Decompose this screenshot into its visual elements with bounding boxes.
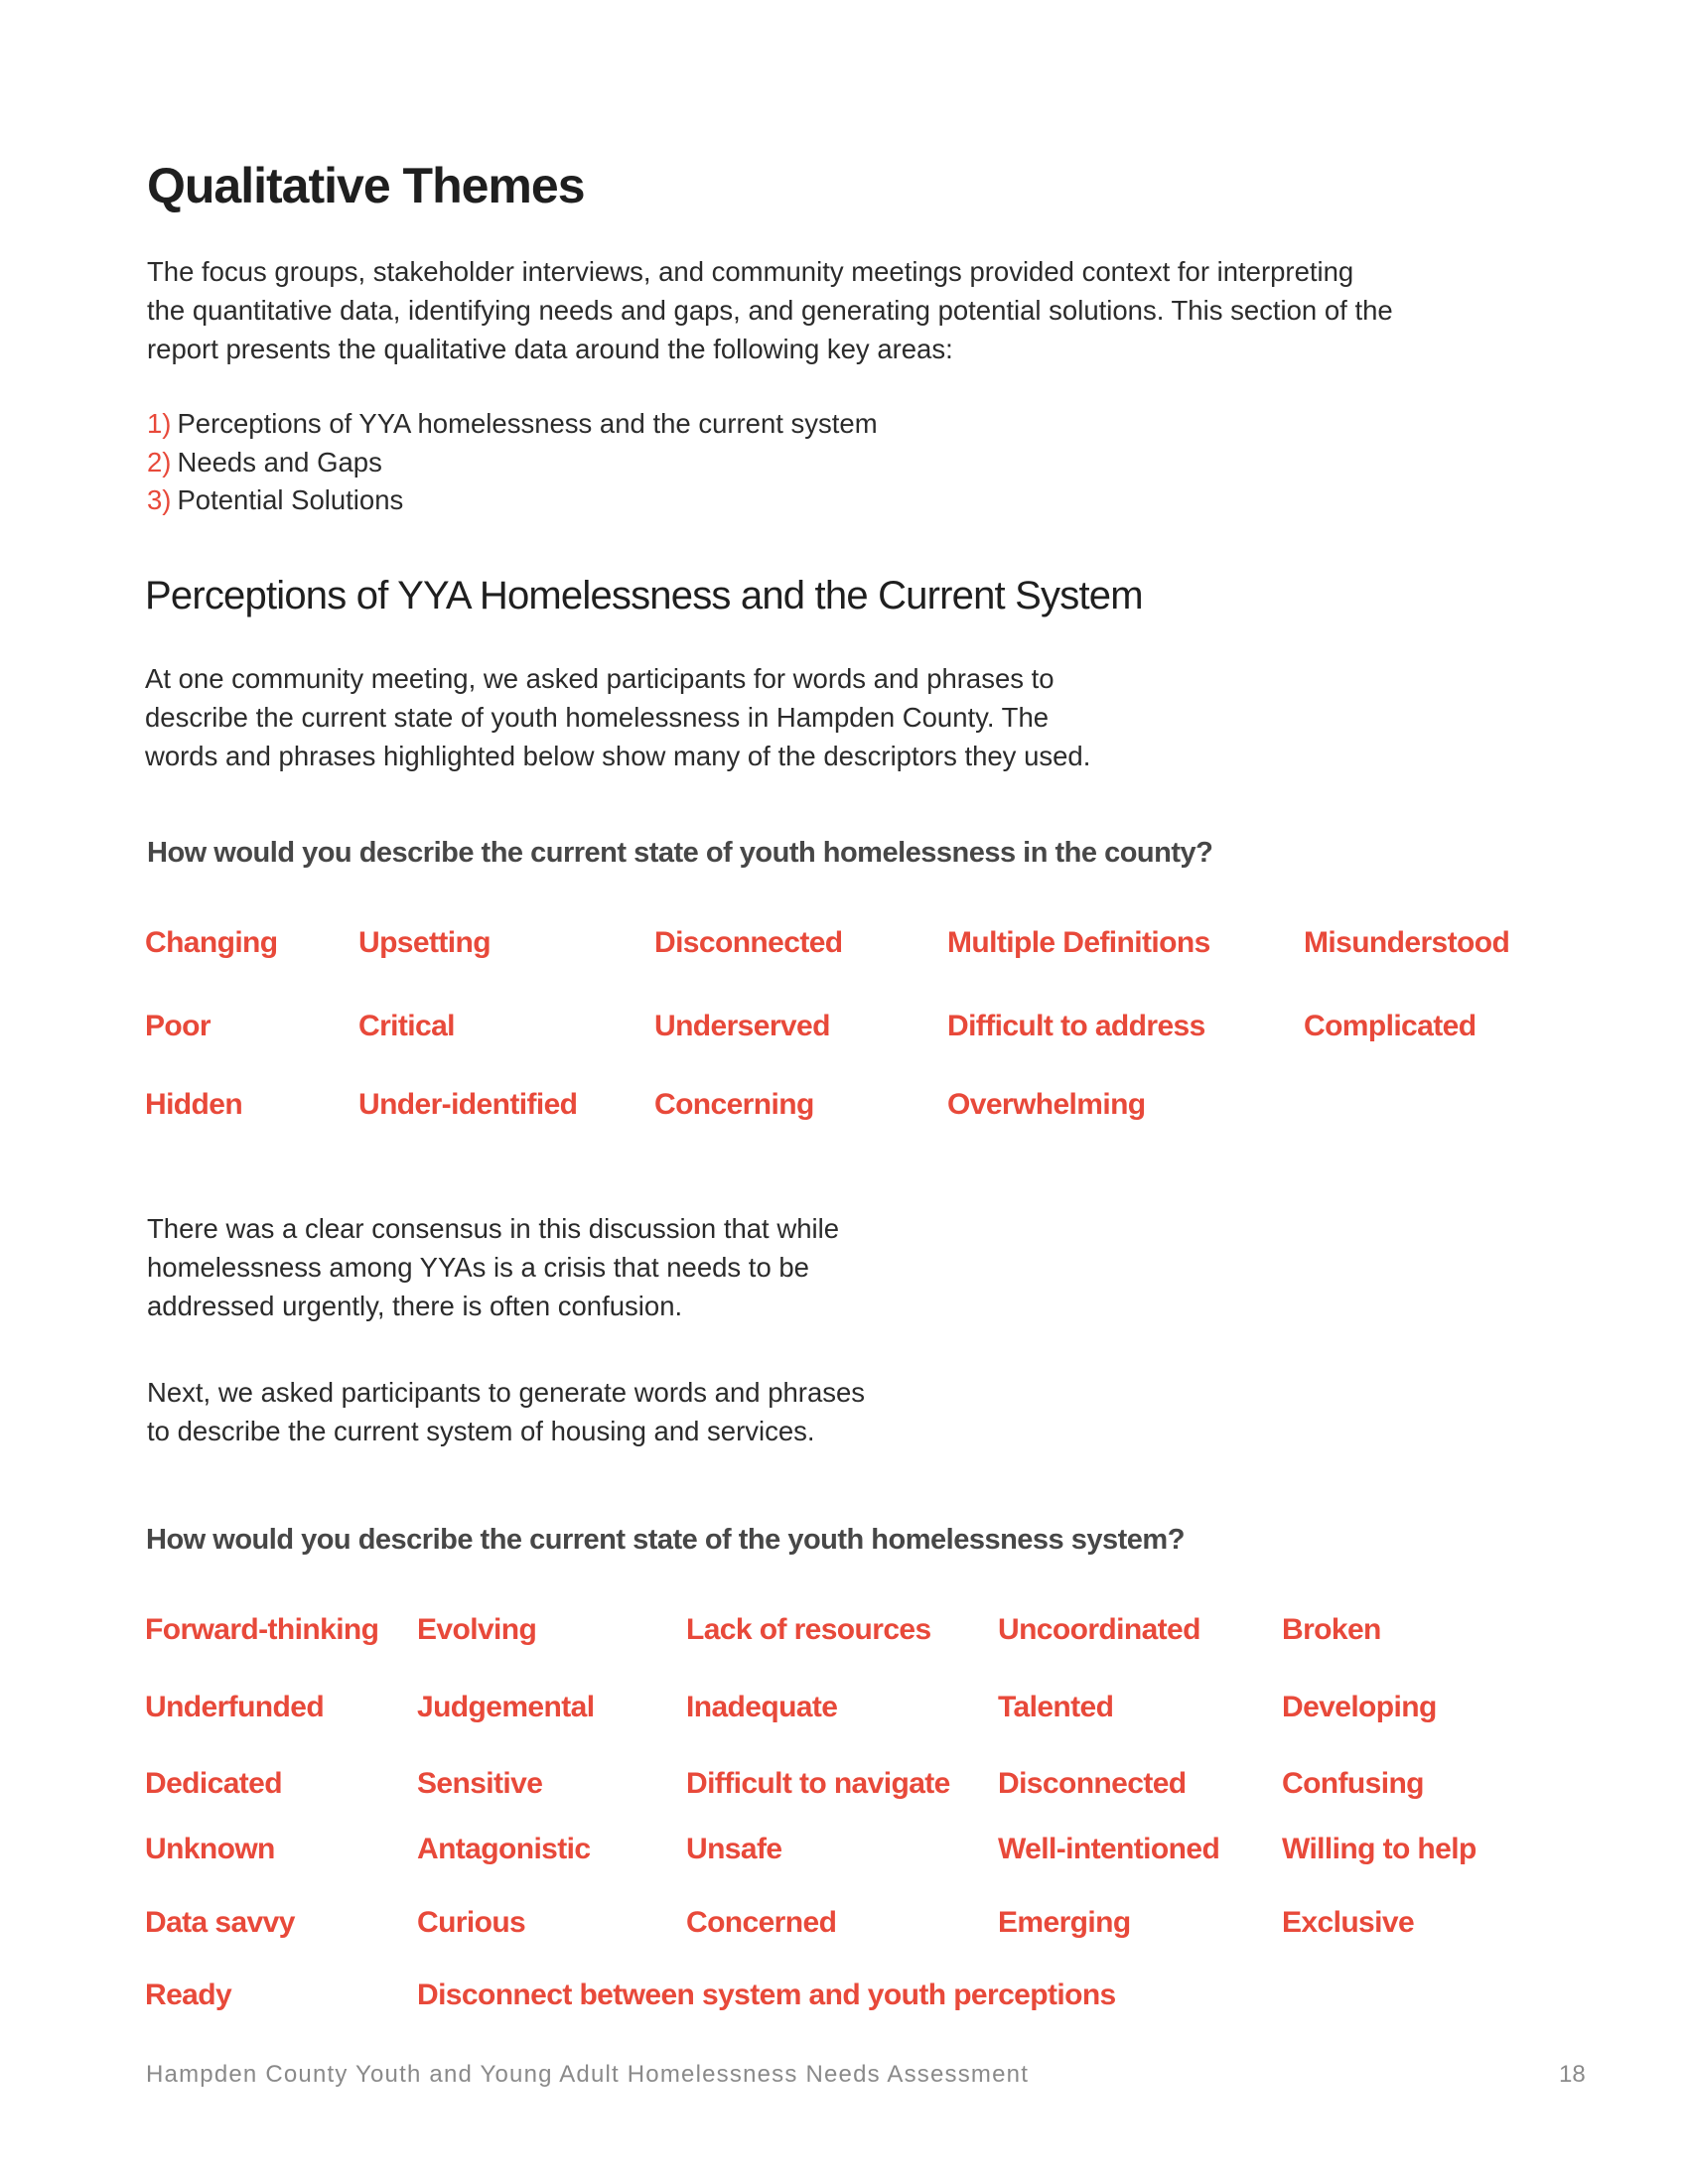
descriptor-word: Disconnect between system and youth perceptions: [417, 1979, 1116, 2011]
intro-paragraph: [147, 252, 1438, 368]
footer-title: Hampden County Youth and Young Adult Homelessness Needs Assessment: [146, 2061, 1030, 2088]
list-item: [147, 405, 878, 444]
descriptor-word: Poor: [145, 1010, 211, 1042]
descriptor-word: Uncoordinated: [998, 1613, 1200, 1646]
descriptor-word: Dedicated: [145, 1767, 282, 1800]
page-number: 18: [1559, 2061, 1586, 2088]
descriptor-word: Exclusive: [1282, 1906, 1415, 1939]
descriptor-word: Upsetting: [358, 926, 491, 959]
descriptor-word: Developing: [1282, 1691, 1437, 1723]
list-number: 2): [147, 446, 172, 478]
consensus-line: There was a clear consensus in this discussion that while: [147, 1213, 840, 1244]
descriptor-word: Lack of resources: [686, 1613, 931, 1646]
section-intro-line: words and phrases highlighted below show many of the descriptors they used.: [145, 741, 1091, 771]
intro-line: The focus groups, stakeholder interviews, and community meetings provided context for interpreting: [147, 256, 1354, 287]
descriptor-word: Disconnected: [654, 926, 843, 959]
list-text: Needs and Gaps: [177, 446, 382, 478]
descriptor-word: Evolving: [417, 1613, 537, 1646]
descriptor-word: Unknown: [145, 1833, 275, 1865]
descriptor-word: Data savvy: [145, 1906, 295, 1939]
descriptor-word: Critical: [358, 1010, 455, 1042]
descriptor-word: Confusing: [1282, 1767, 1424, 1800]
descriptor-word: Forward-thinking: [145, 1613, 379, 1646]
next-paragraph: [147, 1373, 902, 1450]
page-title: Qualitative Themes: [147, 158, 585, 213]
descriptor-word: Unsafe: [686, 1833, 782, 1865]
section-intro-line: At one community meeting, we asked participants for words and phrases to: [145, 663, 1055, 694]
descriptor-word: Talented: [998, 1691, 1114, 1723]
consensus-line: addressed urgently, there is often confusion.: [147, 1291, 683, 1321]
descriptor-word: Concerned: [686, 1906, 837, 1939]
list-number: 3): [147, 484, 172, 515]
descriptor-word: Underfunded: [145, 1691, 325, 1723]
descriptor-word: Hidden: [145, 1088, 243, 1121]
intro-line: the quantitative data, identifying needs and gaps, and generating potential solutions. This section of the: [147, 295, 1393, 326]
descriptor-word: Inadequate: [686, 1691, 838, 1723]
next-line: to describe the current system of housing and services.: [147, 1416, 815, 1446]
descriptor-word: Sensitive: [417, 1767, 543, 1800]
descriptor-word: Changing: [145, 926, 278, 959]
section-intro-line: describe the current state of youth homelessness in Hampden County. The: [145, 702, 1050, 733]
descriptor-word: Overwhelming: [947, 1088, 1146, 1121]
list-item: [147, 444, 878, 482]
question-heading-system: How would you describe the current state of the youth homelessness system?: [146, 1524, 1185, 1556]
section-heading: Perceptions of YYA Homelessness and the Current System: [145, 574, 1143, 617]
descriptor-word: Antagonistic: [417, 1833, 591, 1865]
descriptor-word: Multiple Definitions: [947, 926, 1210, 959]
list-number: 1): [147, 408, 172, 439]
descriptor-word: Concerning: [654, 1088, 814, 1121]
descriptor-word: Well-intentioned: [998, 1833, 1220, 1865]
descriptor-word: Complicated: [1304, 1010, 1477, 1042]
descriptor-word: Curious: [417, 1906, 526, 1939]
question-heading-county: How would you describe the current state of youth homelessness in the county?: [147, 837, 1213, 869]
list-text: Potential Solutions: [177, 484, 404, 515]
intro-line: report presents the qualitative data around the following key areas:: [147, 334, 953, 364]
descriptor-word: Willing to help: [1282, 1833, 1477, 1865]
descriptor-word: Misunderstood: [1304, 926, 1510, 959]
descriptor-word: Broken: [1282, 1613, 1381, 1646]
descriptor-word: Disconnected: [998, 1767, 1187, 1800]
descriptor-word: Emerging: [998, 1906, 1131, 1939]
section-intro-paragraph: [145, 659, 1138, 775]
consensus-paragraph: [147, 1209, 902, 1325]
descriptor-word: Underserved: [654, 1010, 830, 1042]
consensus-line: homelessness among YYAs is a crisis that needs to be: [147, 1252, 809, 1283]
descriptor-word: Difficult to navigate: [686, 1767, 950, 1800]
descriptor-word: Ready: [145, 1979, 232, 2011]
list-item: [147, 481, 878, 520]
next-line: Next, we asked participants to generate words and phrases: [147, 1377, 866, 1408]
descriptor-word: Judgemental: [417, 1691, 595, 1723]
descriptor-word: Difficult to address: [947, 1010, 1205, 1042]
list-text: Perceptions of YYA homelessness and the current system: [177, 408, 878, 439]
key-areas-list: [147, 405, 878, 520]
descriptor-word: Under-identified: [358, 1088, 578, 1121]
